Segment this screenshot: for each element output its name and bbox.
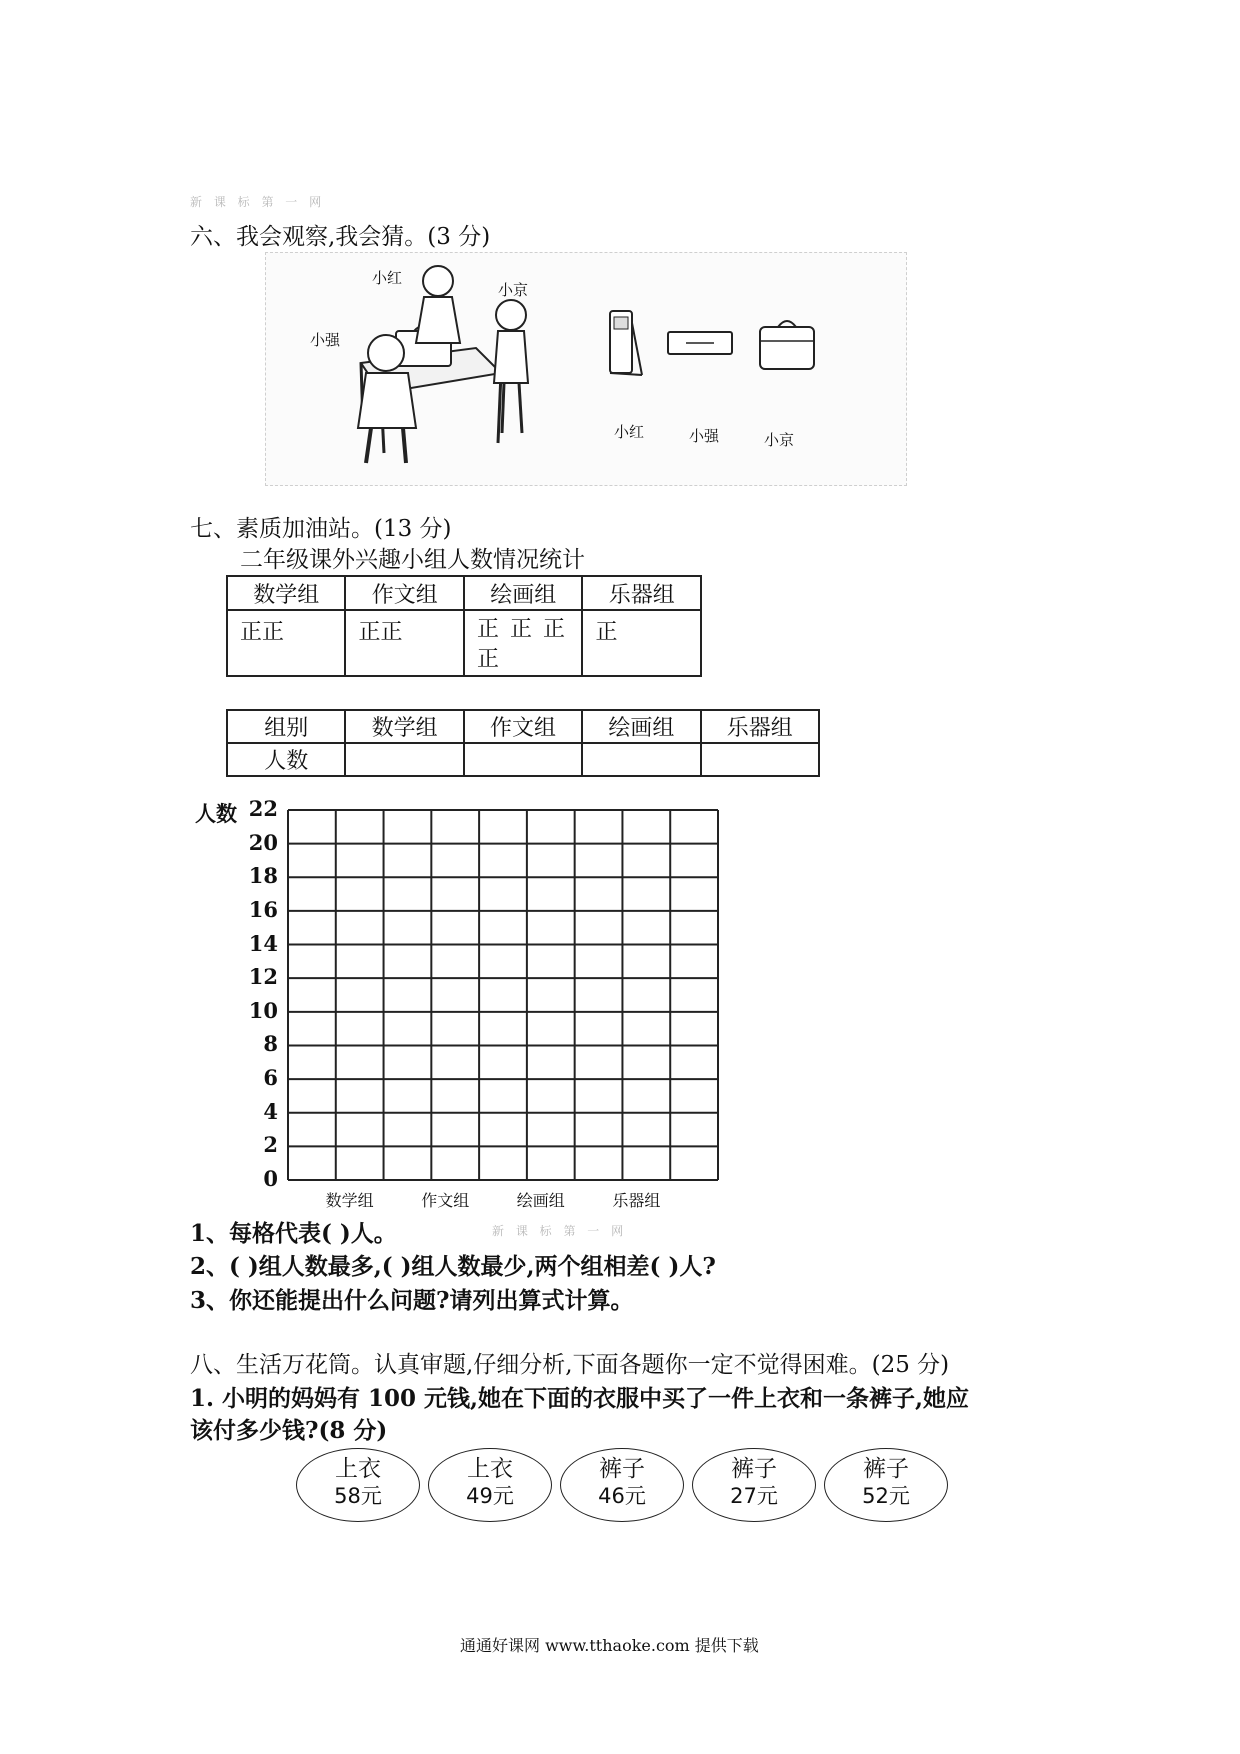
- clothing-name: 上衣: [335, 1456, 381, 1482]
- y-tick-label: 2: [263, 1132, 278, 1158]
- y-tick-label: 6: [263, 1065, 278, 1091]
- stats-table-title: 二年级课外兴趣小组人数情况统计: [240, 547, 585, 573]
- count-header-group: 组别: [227, 710, 345, 743]
- figure-label-xiaojing: 小京: [498, 281, 529, 299]
- tally-marks-writing: 正正: [345, 610, 463, 676]
- question-2: 2、( )组人数最多,( )组人数最少,两个组相差( )人?: [190, 1253, 716, 1280]
- x-tick-label: 乐器组: [612, 1191, 661, 1210]
- section8-title: 八、生活万花筒。认真审题,仔细分析,下面各题你一定不觉得困难。(25 分): [190, 1352, 950, 1378]
- tally-table: [226, 575, 702, 677]
- x-tick-label: 绘画组: [516, 1191, 565, 1210]
- count-header-writing: 作文组: [464, 710, 582, 743]
- y-tick-label: 8: [263, 1031, 278, 1057]
- item-label-xiaoqiang: 小强: [689, 427, 720, 445]
- watermark-top: 新 课 标 第 一 网: [190, 195, 326, 209]
- x-tick-label: 数学组: [325, 1191, 374, 1210]
- schoolbag-icon: [756, 313, 818, 375]
- bar-chart-grid[interactable]: [286, 808, 720, 1182]
- count-cell-math[interactable]: [345, 743, 463, 776]
- count-cell-writing[interactable]: [464, 743, 582, 776]
- figure-label-xiaohong: 小红: [372, 269, 403, 287]
- y-tick-label: 16: [248, 896, 278, 922]
- count-header-music: 乐器组: [701, 710, 819, 743]
- clothing-item-1: [296, 1448, 420, 1522]
- pencil-case-icon: [604, 303, 644, 383]
- chart-ylabel: 人数: [195, 801, 237, 826]
- count-cell-drawing[interactable]: [582, 743, 700, 776]
- count-cell-music[interactable]: [701, 743, 819, 776]
- question-1: 1、每格代表( )人。: [190, 1220, 397, 1247]
- section8-q1-line1: 1. 小明的妈妈有 100 元钱,她在下面的衣服中买了一件上衣和一条裤子,她应: [190, 1385, 970, 1412]
- y-tick-label: 18: [248, 863, 278, 889]
- tally-header-writing: 作文组: [345, 576, 463, 610]
- section8-q1-line2: 该付多少钱?(8 分): [190, 1417, 388, 1444]
- clothing-price: 27元: [730, 1484, 778, 1508]
- y-tick-label: 0: [263, 1166, 278, 1191]
- clothing-price: 49元: [466, 1484, 514, 1508]
- observation-figure: [265, 252, 907, 486]
- clothing-name: 上衣: [467, 1456, 513, 1482]
- x-tick-label: 作文组: [421, 1191, 470, 1210]
- item-label-xiaojing: 小京: [764, 431, 795, 449]
- watermark-mid: 新 课 标 第 一 网: [492, 1224, 628, 1238]
- clothing-item-2: [428, 1448, 552, 1522]
- tally-marks-math: 正正: [227, 610, 345, 676]
- clothing-price: 52元: [862, 1484, 910, 1508]
- pencil-box-icon: [666, 328, 736, 358]
- section7-title: 七、素质加油站。(13 分): [190, 516, 452, 542]
- clothing-item-4: [692, 1448, 816, 1522]
- tally-marks-music: 正: [582, 610, 701, 676]
- y-tick-label: 14: [248, 930, 278, 956]
- figure-label-xiaoqiang: 小强: [310, 331, 341, 349]
- clothing-name: 裤子: [863, 1456, 909, 1482]
- y-tick-label: 20: [248, 829, 278, 855]
- y-tick-label: 12: [248, 964, 278, 990]
- clothing-name: 裤子: [731, 1456, 777, 1482]
- count-header-drawing: 绘画组: [582, 710, 700, 743]
- count-header-math: 数学组: [345, 710, 463, 743]
- count-row-label: 人数: [227, 743, 345, 776]
- y-tick-label: 10: [248, 997, 278, 1023]
- footer-credit: 通通好课网 www.tthaoke.com 提供下载: [460, 1636, 759, 1655]
- y-tick-label: 4: [263, 1098, 278, 1124]
- clothing-item-3: [560, 1448, 684, 1522]
- count-table: [226, 709, 820, 777]
- tally-header-drawing: 绘画组: [464, 576, 583, 610]
- y-tick-label: 22: [248, 796, 278, 821]
- clothing-item-5: [824, 1448, 948, 1522]
- item-label-xiaohong: 小红: [614, 423, 645, 441]
- clothing-name: 裤子: [599, 1456, 645, 1482]
- tally-marks-drawing: 正 正 正 正: [464, 610, 583, 676]
- tally-header-music: 乐器组: [582, 576, 701, 610]
- section6-title: 六、我会观察,我会猜。(3 分): [190, 224, 491, 250]
- question-3: 3、你还能提出什么问题?请列出算式计算。: [190, 1287, 634, 1314]
- clothing-price: 58元: [334, 1484, 382, 1508]
- tally-header-math: 数学组: [227, 576, 345, 610]
- clothing-price: 46元: [598, 1484, 646, 1508]
